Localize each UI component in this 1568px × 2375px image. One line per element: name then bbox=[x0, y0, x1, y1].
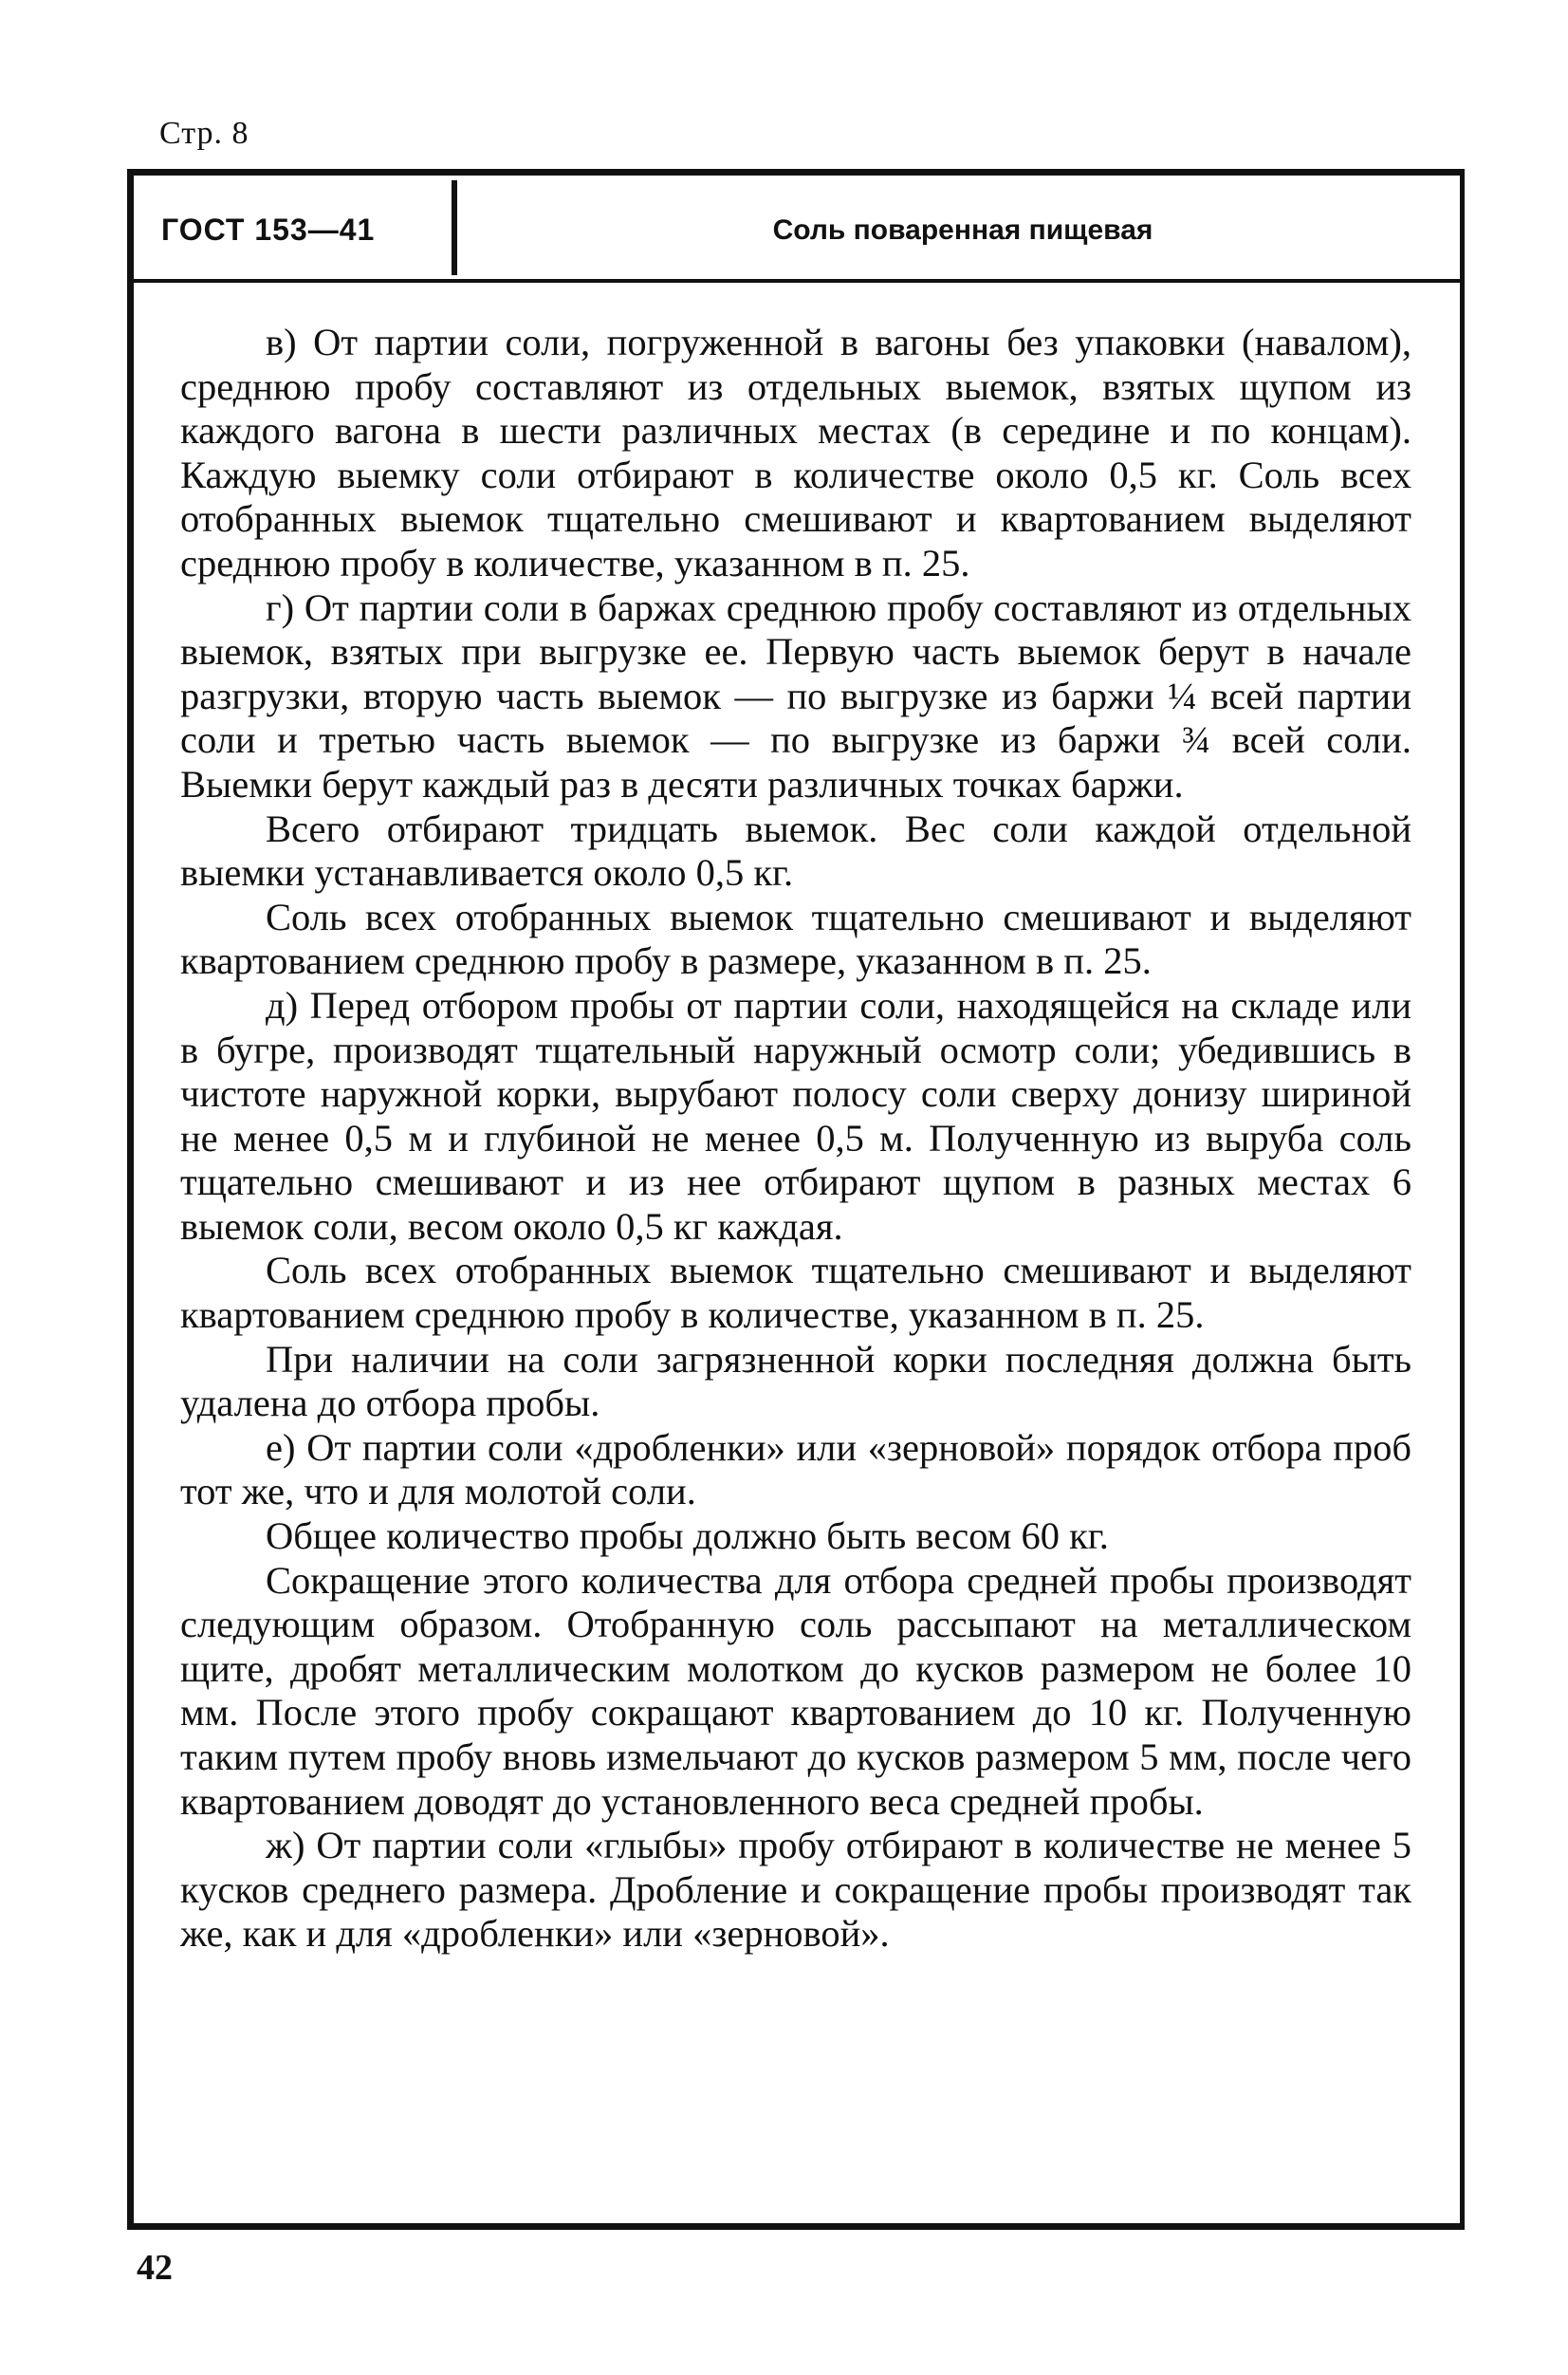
document-title: Соль поваренная пищевая bbox=[772, 214, 1153, 246]
paragraph-d: д) Перед отбором пробы от партии соли, находящейся на складе или в бугре, производят тщательный наружный осмотр соли; убедившись в чистоте наружной корки, вырубают полосу соли сверху донизу шириной не менее 0,5 м и глубиной не менее 0,5 м. Полученную из выруба соль тщательно смешивают и из нее отбирают щупом в разных местах 6 выемок соли, весом около 0,5 кг каждая. bbox=[180, 983, 1411, 1248]
paragraph: При наличии на соли загрязненной корки последняя должна быть удалена до отбора пробы. bbox=[180, 1337, 1411, 1425]
paragraph-e: е) От партии соли «дробленки» или «зерновой» порядок отбора проб тот же, что и для молотой соли. bbox=[180, 1425, 1411, 1513]
bottom-rule bbox=[127, 2223, 1465, 2230]
standard-number: ГОСТ 153—41 bbox=[161, 213, 376, 247]
body-text bbox=[180, 321, 1411, 1957]
paragraph-g: г) От партии соли в баржах среднюю пробу составляют из отдельных выемок, взятых при выгрузке ее. Первую часть выемок берут в начале разгрузки, вторую часть выемок — по выгрузке из баржи ¼ всей партии соли и третью часть выемок — по выгрузке из баржи ¾ всей соли. Выемки берут каждый раз в десяти различных точках баржи. bbox=[180, 585, 1411, 806]
paragraph: Сокращение этого количества для отбора средней пробы производят следующим образом. Отобранную соль рассыпают на металлическом щите, дробят металлическим молотком до кусков размером не более 10 мм. После этого пробу сокращают квартованием до 10 кг. Полученную таким путем пробу вновь измельчают до кусков размером 5 мм, после чего квартованием доводят до установленного веса средней пробы. bbox=[180, 1558, 1411, 1823]
header-divider bbox=[452, 180, 457, 275]
paragraph: Соль всех отобранных выемок тщательно смешивают и выделяют квартованием среднюю пробу в размере, указанном в п. 25. bbox=[180, 895, 1411, 983]
paragraph-zh: ж) От партии соли «глыбы» пробу отбирают в количестве не менее 5 кусков среднего размера. Дробление и сокращение пробы производят так же, как и для «дробленки» или «зерновой». bbox=[180, 1824, 1411, 1956]
paragraph-v: в) От партии соли, погруженной в вагоны без упаковки (навалом), среднюю пробу составляют из отдельных выемок, взятых щупом из каждого вагона в шести различных местах (в середине и по концам). Каждую выемку соли отбирают в количестве около 0,5 кг. Соль всех отобранных выемок тщательно смешивают и квартованием выделяют среднюю пробу в количестве, указанном в п. 25. bbox=[180, 321, 1411, 584]
paragraph: Общее количество пробы должно быть весом 60 кг. bbox=[266, 1514, 1109, 1558]
paragraph: Всего отбирают тридцать выемок. Вес соли каждой отдельной выемки устанавливается около 0,5 кг. bbox=[180, 807, 1411, 895]
page-number: 42 bbox=[137, 2248, 173, 2288]
top-rule bbox=[127, 169, 1465, 176]
paragraph: Соль всех отобранных выемок тщательно смешивают и выделяют квартованием среднюю пробу в количестве, указанном в п. 25. bbox=[180, 1249, 1411, 1337]
page-label: Стр. 8 bbox=[159, 116, 249, 151]
header-rule bbox=[127, 279, 1465, 283]
